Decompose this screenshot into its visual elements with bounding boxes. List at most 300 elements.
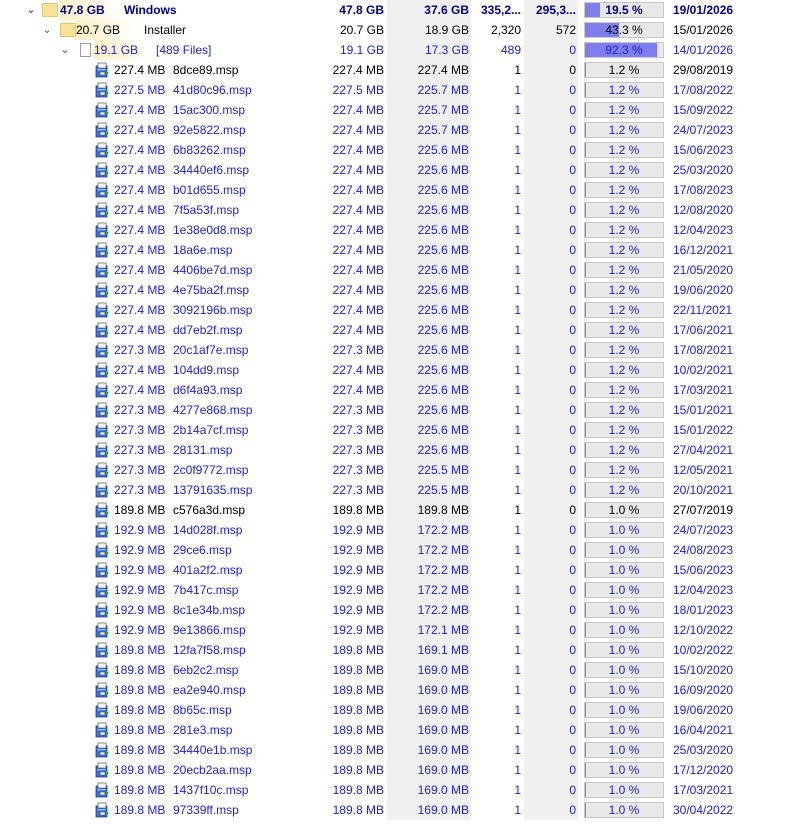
percent-bar bbox=[584, 502, 664, 518]
percent-bar bbox=[584, 182, 664, 198]
size-label: 227.4 MB bbox=[114, 183, 166, 197]
percent-label: 1.0 % bbox=[608, 543, 640, 557]
folder-icon bbox=[60, 23, 76, 37]
files-cell: 1 bbox=[514, 443, 521, 457]
files-cell: 1 bbox=[514, 663, 521, 677]
modified-date: 25/03/2020 bbox=[673, 163, 734, 177]
size-cell: 192.9 MB bbox=[332, 523, 384, 537]
allocated-cell: 169.0 MB bbox=[387, 760, 471, 780]
size-cell: 189.8 MB bbox=[332, 743, 384, 757]
allocated-cell: 225.6 MB bbox=[387, 380, 471, 400]
item-name: b01d655.msp bbox=[173, 183, 246, 197]
modified-date: 12/05/2021 bbox=[673, 463, 734, 477]
modified-date: 17/08/2022 bbox=[673, 83, 734, 97]
file-row[interactable] bbox=[0, 720, 810, 740]
allocated-cell: 172.2 MB bbox=[387, 520, 471, 540]
percent-label: 1.0 % bbox=[608, 603, 640, 617]
size-cell: 227.4 MB bbox=[332, 363, 384, 377]
file-row[interactable] bbox=[0, 580, 810, 600]
installer-package-icon bbox=[94, 162, 110, 178]
file-row[interactable] bbox=[0, 460, 810, 480]
modified-date: 16/04/2021 bbox=[673, 723, 734, 737]
size-cell: 227.4 MB bbox=[332, 183, 384, 197]
folders-cell: 0 bbox=[524, 300, 578, 320]
folders-cell: 0 bbox=[524, 540, 578, 560]
item-name: 15ac300.msp bbox=[173, 103, 246, 117]
files-cell: 335,2... bbox=[480, 3, 521, 17]
size-label: 189.8 MB bbox=[114, 723, 166, 737]
percent-bar bbox=[584, 742, 664, 758]
folders-cell: 0 bbox=[524, 800, 578, 820]
size-cell: 227.4 MB bbox=[332, 243, 384, 257]
folders-cell: 0 bbox=[524, 60, 578, 80]
item-name: 18a6e.msp bbox=[173, 243, 233, 257]
modified-date: 25/03/2020 bbox=[673, 743, 734, 757]
modified-date: 16/12/2021 bbox=[673, 243, 734, 257]
folders-cell: 0 bbox=[524, 440, 578, 460]
allocated-cell: 225.6 MB bbox=[387, 280, 471, 300]
modified-date: 30/04/2022 bbox=[673, 803, 734, 817]
percent-label: 1.2 % bbox=[608, 303, 640, 317]
installer-package-icon bbox=[94, 242, 110, 258]
allocated-cell: 225.6 MB bbox=[387, 260, 471, 280]
file-row[interactable] bbox=[0, 220, 810, 240]
item-name: d6f4a93.msp bbox=[173, 383, 243, 397]
item-name: 104dd9.msp bbox=[173, 363, 240, 377]
modified-date: 18/01/2023 bbox=[673, 603, 734, 617]
percent-label: 1.2 % bbox=[608, 263, 640, 277]
size-label: 192.9 MB bbox=[114, 563, 166, 577]
folders-cell: 0 bbox=[524, 380, 578, 400]
installer-package-icon bbox=[94, 762, 110, 778]
folders-cell: 0 bbox=[524, 680, 578, 700]
files-cell: 1 bbox=[514, 743, 521, 757]
size-label: 189.8 MB bbox=[114, 803, 166, 817]
item-name: 1437f10c.msp bbox=[173, 783, 249, 797]
installer-package-icon bbox=[94, 142, 110, 158]
percent-bar bbox=[584, 522, 664, 538]
allocated-cell: 225.7 MB bbox=[387, 120, 471, 140]
files-cell: 1 bbox=[514, 703, 521, 717]
file-row[interactable] bbox=[0, 140, 810, 160]
modified-date: 12/04/2023 bbox=[673, 223, 734, 237]
folders-cell: 0 bbox=[524, 280, 578, 300]
files-cell: 1 bbox=[514, 603, 521, 617]
modified-date: 15/09/2022 bbox=[673, 103, 734, 117]
item-name: 281e3.msp bbox=[173, 723, 233, 737]
percent-bar bbox=[584, 582, 664, 598]
allocated-cell: 225.6 MB bbox=[387, 180, 471, 200]
modified-date: 12/08/2020 bbox=[673, 203, 734, 217]
files-cell: 1 bbox=[514, 523, 521, 537]
percent-label: 1.2 % bbox=[608, 343, 640, 357]
allocated-cell: 169.0 MB bbox=[387, 700, 471, 720]
percent-bar bbox=[584, 102, 664, 118]
size-label: 189.8 MB bbox=[114, 763, 166, 777]
percent-label: 1.2 % bbox=[608, 463, 640, 477]
installer-package-icon bbox=[94, 422, 110, 438]
modified-date: 15/01/2026 bbox=[673, 23, 734, 37]
size-cell: 227.5 MB bbox=[332, 83, 384, 97]
allocated-cell: 169.0 MB bbox=[387, 720, 471, 740]
installer-package-icon bbox=[94, 262, 110, 278]
percent-bar bbox=[584, 622, 664, 638]
installer-package-icon bbox=[94, 102, 110, 118]
size-label: 189.8 MB bbox=[114, 783, 166, 797]
allocated-cell: 172.1 MB bbox=[387, 620, 471, 640]
file-icon bbox=[80, 43, 91, 57]
size-label: 227.4 MB bbox=[114, 163, 166, 177]
file-row[interactable] bbox=[0, 780, 810, 800]
folders-cell: 0 bbox=[524, 220, 578, 240]
percent-label: 1.2 % bbox=[608, 243, 640, 257]
file-row[interactable] bbox=[0, 500, 810, 520]
file-row[interactable] bbox=[0, 120, 810, 140]
file-row[interactable] bbox=[0, 800, 810, 820]
item-name: 401a2f2.msp bbox=[173, 563, 243, 577]
file-row[interactable] bbox=[0, 300, 810, 320]
file-row[interactable] bbox=[0, 400, 810, 420]
folders-cell: 0 bbox=[524, 120, 578, 140]
installer-package-icon bbox=[94, 442, 110, 458]
percent-label: 1.0 % bbox=[608, 783, 640, 797]
percent-label: 1.2 % bbox=[608, 283, 640, 297]
size-label: 192.9 MB bbox=[114, 623, 166, 637]
files-cell: 1 bbox=[514, 723, 521, 737]
item-name: 97339ff.msp bbox=[173, 803, 239, 817]
size-cell: 192.9 MB bbox=[332, 543, 384, 557]
size-label: 227.4 MB bbox=[114, 363, 166, 377]
allocated-cell: 225.5 MB bbox=[387, 480, 471, 500]
percent-bar bbox=[584, 262, 664, 278]
modified-date: 15/10/2020 bbox=[673, 663, 734, 677]
size-cell: 227.3 MB bbox=[332, 343, 384, 357]
size-cell: 189.8 MB bbox=[332, 723, 384, 737]
modified-date: 21/05/2020 bbox=[673, 263, 734, 277]
folder-row[interactable] bbox=[0, 0, 810, 20]
percent-label: 1.0 % bbox=[608, 583, 640, 597]
file-row[interactable] bbox=[0, 200, 810, 220]
size-label: 227.5 MB bbox=[114, 83, 166, 97]
size-label: 227.4 MB bbox=[114, 123, 166, 137]
allocated-cell: 189.8 MB bbox=[387, 500, 471, 520]
percent-label: 1.2 % bbox=[608, 83, 640, 97]
file-row[interactable] bbox=[0, 520, 810, 540]
percent-bar bbox=[584, 162, 664, 178]
percent-label: 43.3 % bbox=[605, 23, 643, 37]
percent-label: 1.2 % bbox=[608, 63, 640, 77]
file-row[interactable] bbox=[0, 160, 810, 180]
installer-package-icon bbox=[94, 662, 110, 678]
size-cell: 227.4 MB bbox=[332, 383, 384, 397]
files-cell: 1 bbox=[514, 303, 521, 317]
size-label: 192.9 MB bbox=[114, 523, 166, 537]
item-name: 41d80c96.msp bbox=[173, 83, 252, 97]
chevron-down-icon[interactable]: ⌄ bbox=[26, 4, 36, 16]
item-name: 2c0f9772.msp bbox=[173, 463, 249, 477]
percent-label: 1.2 % bbox=[608, 123, 640, 137]
item-name: ea2e940.msp bbox=[173, 683, 246, 697]
item-name: Installer bbox=[144, 23, 187, 37]
percent-label: 1.0 % bbox=[608, 763, 640, 777]
file-row[interactable] bbox=[0, 640, 810, 660]
size-label: 227.3 MB bbox=[114, 343, 166, 357]
size-label: 189.8 MB bbox=[114, 643, 166, 657]
size-cell: 189.8 MB bbox=[332, 643, 384, 657]
folders-cell: 0 bbox=[524, 340, 578, 360]
allocated-cell: 172.2 MB bbox=[387, 560, 471, 580]
files-cell: 1 bbox=[514, 803, 521, 817]
size-label: 227.4 MB bbox=[114, 223, 166, 237]
installer-package-icon bbox=[94, 722, 110, 738]
size-label: 227.4 MB bbox=[114, 103, 166, 117]
file-row[interactable] bbox=[0, 560, 810, 580]
file-row[interactable] bbox=[0, 360, 810, 380]
installer-package-icon bbox=[94, 602, 110, 618]
modified-date: 17/12/2020 bbox=[673, 763, 734, 777]
folders-cell: 0 bbox=[524, 320, 578, 340]
percent-label: 1.2 % bbox=[608, 203, 640, 217]
files-cell: 1 bbox=[514, 123, 521, 137]
item-name: 28131.msp bbox=[173, 443, 233, 457]
item-name: 29ce6.msp bbox=[173, 543, 232, 557]
allocated-cell: 169.0 MB bbox=[387, 800, 471, 820]
file-row[interactable] bbox=[0, 600, 810, 620]
allocated-cell: 169.1 MB bbox=[387, 640, 471, 660]
allocated-cell: 225.6 MB bbox=[387, 420, 471, 440]
file-row[interactable] bbox=[0, 700, 810, 720]
modified-date: 27/04/2021 bbox=[673, 443, 734, 457]
file-row[interactable] bbox=[0, 280, 810, 300]
installer-package-icon bbox=[94, 362, 110, 378]
files-cell: 489 bbox=[500, 43, 521, 57]
files-group-row[interactable] bbox=[0, 40, 810, 60]
item-name: 8c1e34b.msp bbox=[173, 603, 246, 617]
size-label: 227.3 MB bbox=[114, 443, 166, 457]
item-name: 14d028f.msp bbox=[173, 523, 243, 537]
modified-date: 22/11/2021 bbox=[673, 303, 733, 317]
percent-bar bbox=[584, 682, 664, 698]
percent-bar bbox=[584, 302, 664, 318]
percent-label: 1.0 % bbox=[608, 723, 640, 737]
item-name: 4e75ba2f.msp bbox=[173, 283, 250, 297]
percent-bar bbox=[584, 542, 664, 558]
item-name: 2b14a7cf.msp bbox=[173, 423, 249, 437]
item-name: 20ecb2aa.msp bbox=[173, 763, 252, 777]
folders-cell: 0 bbox=[524, 740, 578, 760]
item-name: 8b65c.msp bbox=[173, 703, 232, 717]
percent-bar bbox=[584, 402, 664, 418]
files-cell: 1 bbox=[514, 483, 521, 497]
size-label: 227.3 MB bbox=[114, 483, 166, 497]
percent-bar bbox=[584, 602, 664, 618]
files-cell: 1 bbox=[514, 263, 521, 277]
files-cell: 1 bbox=[514, 683, 521, 697]
percent-bar bbox=[584, 462, 664, 478]
size-label: 192.9 MB bbox=[114, 603, 166, 617]
installer-package-icon bbox=[94, 742, 110, 758]
modified-date: 15/01/2022 bbox=[673, 423, 734, 437]
modified-date: 15/01/2021 bbox=[673, 403, 734, 417]
item-name: dd7eb2f.msp bbox=[173, 323, 243, 337]
file-row[interactable] bbox=[0, 740, 810, 760]
size-label: 189.8 MB bbox=[114, 703, 166, 717]
size-cell: 189.8 MB bbox=[332, 663, 384, 677]
size-label: 227.4 MB bbox=[114, 243, 166, 257]
installer-package-icon bbox=[94, 482, 110, 498]
installer-package-icon bbox=[94, 582, 110, 598]
percent-label: 1.2 % bbox=[608, 443, 640, 457]
size-label: 227.4 MB bbox=[114, 323, 166, 337]
percent-bar bbox=[584, 142, 664, 158]
percent-bar bbox=[584, 242, 664, 258]
modified-date: 12/04/2023 bbox=[673, 583, 734, 597]
size-cell: 47.8 GB bbox=[339, 3, 384, 17]
modified-date: 24/07/2023 bbox=[673, 123, 734, 137]
modified-date: 17/03/2021 bbox=[673, 383, 734, 397]
size-cell: 227.4 MB bbox=[332, 203, 384, 217]
installer-package-icon bbox=[94, 522, 110, 538]
allocated-cell: 225.6 MB bbox=[387, 140, 471, 160]
item-name: Windows bbox=[124, 3, 177, 17]
allocated-cell: 225.6 MB bbox=[387, 360, 471, 380]
size-cell: 189.8 MB bbox=[332, 763, 384, 777]
item-name: 12fa7f58.msp bbox=[173, 643, 246, 657]
files-cell: 1 bbox=[514, 63, 521, 77]
allocated-cell: 169.0 MB bbox=[387, 740, 471, 760]
files-cell: 1 bbox=[514, 283, 521, 297]
percent-label: 1.2 % bbox=[608, 223, 640, 237]
files-cell: 1 bbox=[514, 343, 521, 357]
file-row[interactable] bbox=[0, 320, 810, 340]
percent-label: 1.2 % bbox=[608, 143, 640, 157]
percent-label: 1.0 % bbox=[608, 743, 640, 757]
percent-bar bbox=[584, 642, 664, 658]
installer-package-icon bbox=[94, 502, 110, 518]
item-name: 8dce89.msp bbox=[173, 63, 239, 77]
allocated-cell: 18.9 GB bbox=[387, 20, 471, 40]
percent-bar bbox=[584, 702, 664, 718]
file-row[interactable] bbox=[0, 240, 810, 260]
file-row[interactable] bbox=[0, 380, 810, 400]
size-label: 227.4 MB bbox=[114, 143, 166, 157]
modified-date: 16/09/2020 bbox=[673, 683, 734, 697]
size-cell: 227.3 MB bbox=[332, 483, 384, 497]
file-row[interactable] bbox=[0, 80, 810, 100]
allocated-cell: 225.6 MB bbox=[387, 160, 471, 180]
file-row[interactable] bbox=[0, 60, 810, 80]
allocated-cell: 225.7 MB bbox=[387, 100, 471, 120]
allocated-cell: 169.0 MB bbox=[387, 680, 471, 700]
percent-label: 1.2 % bbox=[608, 103, 640, 117]
installer-package-icon bbox=[94, 202, 110, 218]
size-cell: 227.4 MB bbox=[332, 323, 384, 337]
files-cell: 1 bbox=[514, 563, 521, 577]
file-row[interactable] bbox=[0, 440, 810, 460]
file-row[interactable] bbox=[0, 340, 810, 360]
chevron-down-icon[interactable]: ⌄ bbox=[42, 24, 52, 36]
item-name: 6b83262.msp bbox=[173, 143, 246, 157]
percent-bar bbox=[584, 22, 664, 38]
file-row[interactable] bbox=[0, 100, 810, 120]
file-row[interactable] bbox=[0, 420, 810, 440]
size-cell: 227.4 MB bbox=[332, 103, 384, 117]
percent-bar bbox=[584, 802, 664, 818]
size-label: 192.9 MB bbox=[114, 543, 166, 557]
files-cell: 1 bbox=[514, 463, 521, 477]
file-row[interactable] bbox=[0, 180, 810, 200]
folder-row[interactable] bbox=[0, 20, 810, 40]
files-cell: 1 bbox=[514, 783, 521, 797]
allocated-cell: 225.6 MB bbox=[387, 400, 471, 420]
size-cell: 189.8 MB bbox=[332, 503, 384, 517]
installer-package-icon bbox=[94, 782, 110, 798]
percent-label: 1.0 % bbox=[608, 683, 640, 697]
installer-package-icon bbox=[94, 682, 110, 698]
installer-package-icon bbox=[94, 302, 110, 318]
installer-package-icon bbox=[94, 802, 110, 818]
file-row[interactable] bbox=[0, 760, 810, 780]
percent-label: 1.0 % bbox=[608, 643, 640, 657]
file-row[interactable] bbox=[0, 620, 810, 640]
installer-package-icon bbox=[94, 382, 110, 398]
folders-cell: 0 bbox=[524, 700, 578, 720]
size-label: 227.4 MB bbox=[114, 63, 166, 77]
modified-date: 15/06/2023 bbox=[673, 143, 734, 157]
installer-package-icon bbox=[94, 542, 110, 558]
allocated-cell: 225.5 MB bbox=[387, 460, 471, 480]
modified-date: 10/02/2021 bbox=[673, 363, 734, 377]
percent-bar bbox=[584, 782, 664, 798]
size-label: 227.4 MB bbox=[114, 203, 166, 217]
file-row[interactable] bbox=[0, 260, 810, 280]
percent-bar bbox=[584, 482, 664, 498]
chevron-down-icon[interactable]: ⌄ bbox=[60, 44, 70, 56]
size-cell: 189.8 MB bbox=[332, 683, 384, 697]
item-name: 9e13866.msp bbox=[173, 623, 246, 637]
size-label: 189.8 MB bbox=[114, 663, 166, 677]
percent-label: 1.0 % bbox=[608, 523, 640, 537]
file-row[interactable] bbox=[0, 680, 810, 700]
size-cell: 227.3 MB bbox=[332, 423, 384, 437]
size-cell: 227.4 MB bbox=[332, 283, 384, 297]
item-name: 13791635.msp bbox=[173, 483, 253, 497]
files-cell: 1 bbox=[514, 323, 521, 337]
percent-label: 1.2 % bbox=[608, 163, 640, 177]
file-row[interactable] bbox=[0, 660, 810, 680]
size-cell: 189.8 MB bbox=[332, 803, 384, 817]
percent-bar bbox=[584, 342, 664, 358]
item-name: 34440e1b.msp bbox=[173, 743, 253, 757]
size-label: 227.4 MB bbox=[114, 263, 166, 277]
files-cell: 1 bbox=[514, 583, 521, 597]
files-cell: 1 bbox=[514, 183, 521, 197]
modified-date: 17/08/2021 bbox=[673, 343, 734, 357]
percent-bar bbox=[584, 762, 664, 778]
percent-label: 1.0 % bbox=[608, 563, 640, 577]
size-label: 227.3 MB bbox=[114, 423, 166, 437]
allocated-cell: 169.0 MB bbox=[387, 660, 471, 680]
files-cell: 1 bbox=[514, 383, 521, 397]
item-name: c576a3d.msp bbox=[173, 503, 246, 517]
allocated-cell: 172.2 MB bbox=[387, 600, 471, 620]
percent-bar bbox=[584, 722, 664, 738]
allocated-cell: 172.2 MB bbox=[387, 540, 471, 560]
file-row[interactable] bbox=[0, 480, 810, 500]
file-row[interactable] bbox=[0, 540, 810, 560]
files-cell: 1 bbox=[514, 763, 521, 777]
files-cell: 1 bbox=[514, 163, 521, 177]
